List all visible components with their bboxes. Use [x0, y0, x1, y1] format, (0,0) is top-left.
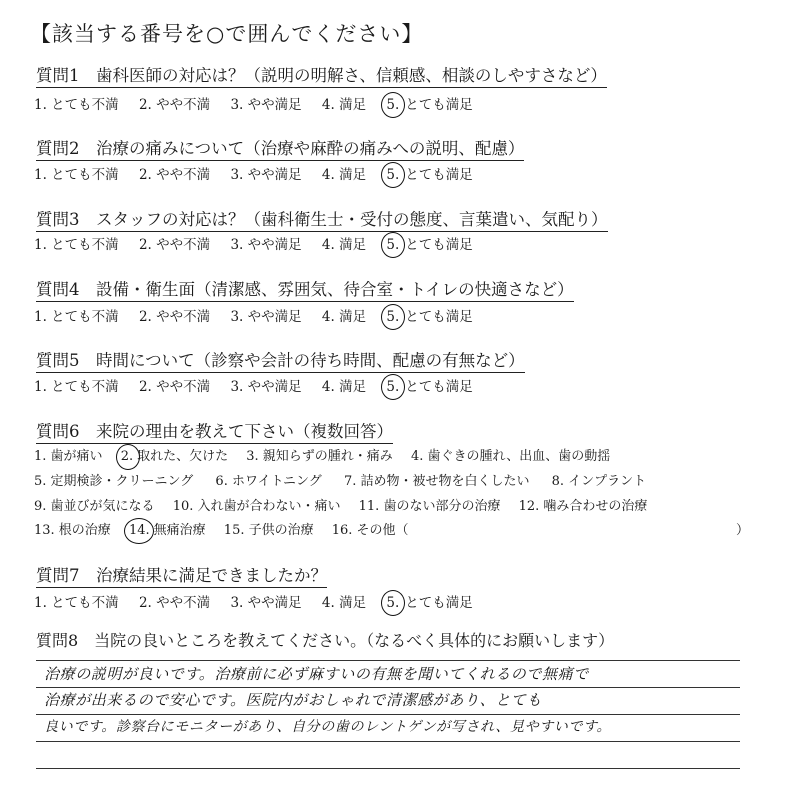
option-2[interactable]: 2. やや不満: [138, 167, 211, 183]
option-5-circled[interactable]: 5.: [386, 237, 400, 253]
option-3[interactable]: 3. やや満足: [230, 237, 302, 253]
option-1[interactable]: 1. とても不満: [34, 97, 119, 113]
reason-14-label: 無痛治療: [153, 523, 206, 538]
question-5-title: 質問5 時間について（診察や会計の待ち時間、配慮の有無など）: [36, 351, 525, 373]
option-4[interactable]: 4. 満足: [321, 237, 367, 253]
option-3[interactable]: 3. やや満足: [230, 379, 302, 395]
option-1[interactable]: 1. とても不満: [34, 595, 119, 611]
option-3[interactable]: 3. やや満足: [230, 309, 302, 325]
option-5-circled[interactable]: 5.: [386, 309, 400, 325]
reason-8[interactable]: 8. インプラント: [551, 474, 647, 489]
question-5-options: [34, 378, 489, 396]
option-5-circled[interactable]: 5.: [386, 595, 400, 611]
option-3[interactable]: 3. やや満足: [230, 167, 302, 183]
option-3[interactable]: 3. やや満足: [230, 97, 302, 113]
question-8-title: 質問8 当院の良いところを教えてください。（なるべく具体的にお願いします）: [36, 631, 615, 650]
question-1-options: [34, 96, 489, 114]
reason-7[interactable]: 7. 詰め物・被せ物を白くしたい: [343, 474, 530, 489]
reason-12[interactable]: 12. 噛み合わせの治療: [518, 499, 648, 514]
reason-2-circled[interactable]: 2.: [120, 449, 134, 464]
option-2[interactable]: 2. やや不満: [138, 97, 211, 113]
option-2[interactable]: 2. やや不満: [138, 237, 211, 253]
option-2[interactable]: 2. やや不満: [138, 595, 211, 611]
question-1-title: 質問1 歯科医師の対応は？（説明の明解さ、信頼感、相談のしやすさなど）: [36, 66, 607, 88]
reason-11[interactable]: 11. 歯のない部分の治療: [358, 499, 501, 514]
question-3-title: 質問3 スタッフの対応は？（歯科衛生士・受付の態度、言葉遣い、気配り）: [36, 210, 608, 232]
reason-3[interactable]: 3. 親知らずの腫れ・痛み: [246, 449, 393, 464]
question-6-row-4: [34, 522, 409, 540]
reason-4[interactable]: 4. 歯ぐきの腫れ、出血、歯の動揺: [410, 449, 611, 464]
question-2-title: 質問2 治療の痛みについて（治療や麻酔の痛みへの説明、配慮）: [36, 139, 524, 161]
option-4[interactable]: 4. 満足: [321, 97, 367, 113]
reason-13[interactable]: 13. 根の治療: [34, 523, 111, 538]
option-1[interactable]: 1. とても不満: [34, 237, 119, 253]
handwritten-answer-3: 良いです。診察台にモニターがあり、自分の歯のレントゲンが写され、見やすいです。: [44, 719, 612, 735]
question-4-title: 質問4 設備・衛生面（清潔感、雰囲気、待合室・トイレの快適さなど）: [36, 280, 574, 302]
handwritten-answer-1: 治療の説明が良いです。治療前に必ず麻すいの有無を聞いてくれるので無痛で: [44, 665, 589, 683]
option-5-label: とても満足: [405, 237, 473, 253]
option-4[interactable]: 4. 満足: [321, 309, 367, 325]
handwritten-answer-2: 治療が出来るので安心です。医院内がおしゃれで清潔感があり、とても: [44, 691, 543, 709]
reason-1[interactable]: 1. 歯が痛い: [34, 449, 103, 464]
option-5-circled[interactable]: 5.: [386, 97, 400, 113]
option-5-label: とても満足: [405, 97, 473, 113]
question-6-row-3: [34, 498, 647, 516]
answer-line-3: [36, 714, 740, 715]
reason-16-other[interactable]: 16. その他（: [331, 523, 409, 538]
option-5-label: とても満足: [405, 309, 473, 325]
answer-line-2: [36, 687, 740, 688]
option-1[interactable]: 1. とても不満: [34, 379, 119, 395]
option-2[interactable]: 2. やや不満: [138, 309, 211, 325]
answer-line-4: [36, 741, 740, 742]
question-7-options: [34, 594, 489, 612]
answer-line-1: [36, 660, 740, 661]
reason-14-circled[interactable]: 14.: [128, 523, 150, 538]
option-2[interactable]: 2. やや不満: [138, 379, 211, 395]
question-6-row-1: [34, 448, 610, 466]
question-7-title: 質問7 治療結果に満足できましたか？: [36, 566, 327, 588]
reason-6[interactable]: 6. ホワイトニング: [215, 474, 322, 489]
option-4[interactable]: 4. 満足: [321, 595, 367, 611]
option-5-circled[interactable]: 5.: [386, 379, 400, 395]
answer-line-5: [36, 768, 740, 769]
reason-10[interactable]: 10. 入れ歯が合わない・痛い: [172, 499, 341, 514]
reason-5[interactable]: 5. 定期検診・クリーニング: [34, 474, 194, 489]
reason-9[interactable]: 9. 歯並びが気になる: [34, 499, 155, 514]
survey-heading: 【該当する番号を○で囲んでください】: [30, 22, 424, 46]
question-2-options: [34, 166, 489, 184]
question-4-options: [34, 308, 489, 326]
option-1[interactable]: 1. とても不満: [34, 167, 119, 183]
option-5-circled[interactable]: 5.: [386, 167, 400, 183]
option-4[interactable]: 4. 満足: [321, 167, 367, 183]
option-5-label: とても満足: [405, 379, 473, 395]
question-6-title: 質問6 来院の理由を教えて下さい（複数回答）: [36, 422, 393, 444]
reason-15[interactable]: 15. 子供の治療: [223, 523, 314, 538]
option-4[interactable]: 4. 満足: [321, 379, 367, 395]
question-6-row-2: [34, 473, 646, 491]
question-3-options: [34, 236, 489, 254]
option-1[interactable]: 1. とても不満: [34, 309, 119, 325]
option-5-label: とても満足: [405, 167, 473, 183]
option-5-label: とても満足: [405, 595, 473, 611]
reason-2-label: 取れた、欠けた: [137, 449, 229, 464]
other-close-paren: ）: [736, 523, 750, 538]
option-3[interactable]: 3. やや満足: [230, 595, 302, 611]
